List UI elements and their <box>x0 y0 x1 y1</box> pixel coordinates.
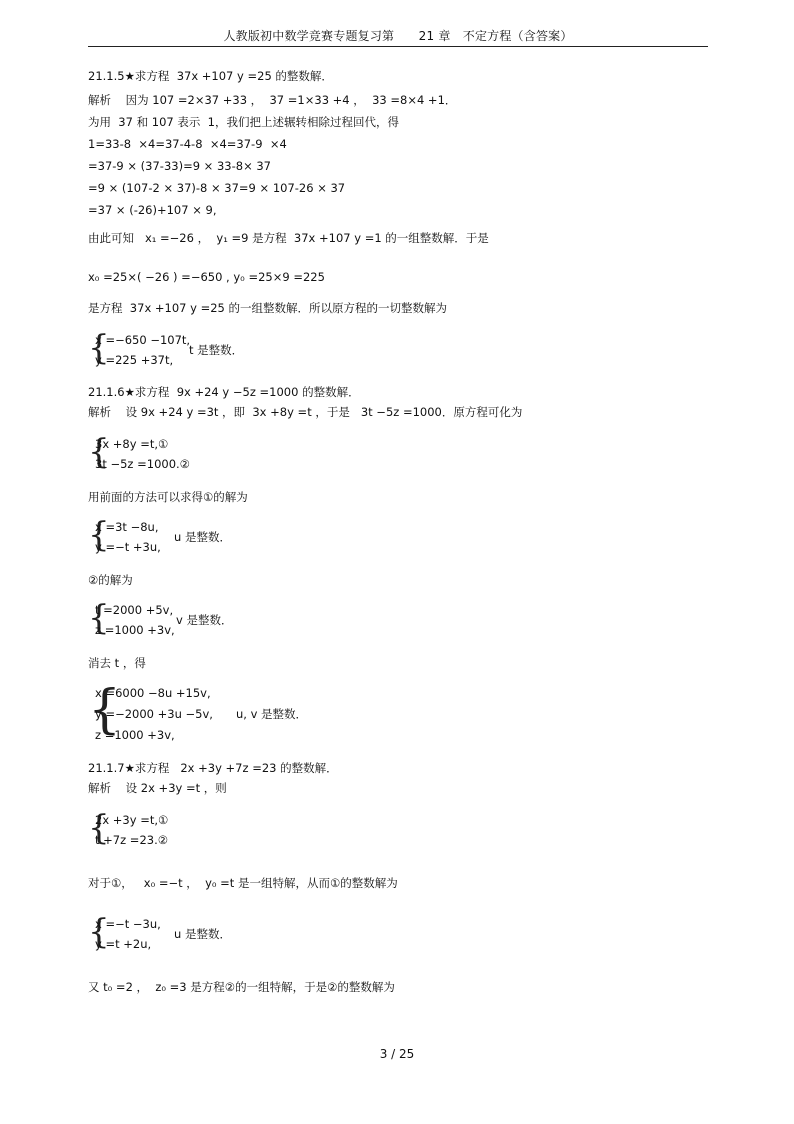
equation-condition: t 是整数． <box>189 343 244 357</box>
equation-row: z =1000 +3v, <box>95 728 175 742</box>
analysis-line: 解析 设 9x +24 y =3t ，即 3x +8y =t ，于是 3t −5z =1000．原方程可化为 <box>88 405 523 419</box>
text-line: 为用 37 和 107 表示 1，我们把上述辗转相除过程回代，得 <box>88 115 399 129</box>
text-line: 是方程 37x +107 y =25 的一组整数解．所以原方程的一切整数解为 <box>88 301 448 315</box>
text-line: 对于①， x₀ =−t ， y₀ =t 是一组特解，从而①的整数解为 <box>88 876 398 890</box>
equation-row: 3x +8y =t,① <box>95 437 169 451</box>
brace-symbol: { <box>88 515 110 555</box>
page-number: 3 / 25 <box>379 1047 415 1061</box>
problem-heading: 21.1.5★求方程 37x +107 y =25 的整数解． <box>88 69 333 83</box>
math-line: =37-9 × (37-33)=9 × 33-8× 37 <box>88 159 271 173</box>
text-line: 由此可知 x₁ =−26 ， y₁ =9 是方程 37x +107 y =1 的一组整数解．于是 <box>88 231 489 245</box>
text-line: ②的解为 <box>88 573 133 587</box>
math-line: x₀ =25×( −26 ) =−650 , y₀ =25×9 =225 <box>88 270 325 284</box>
equation-row: y =t +2u, <box>95 937 152 951</box>
equation-row: y =−2000 +3u −5v, <box>95 707 213 721</box>
math-line: =9 × (107-2 × 37)-8 × 37=9 × 107-26 × 37 <box>88 181 346 195</box>
analysis-line: 解析 因为 107 =2×37 +33 ， 37 =1×33 +4 ， 33 =8×4 +1． <box>88 93 457 107</box>
equation-row: x =−t −3u, <box>95 917 161 931</box>
text-line: 用前面的方法可以求得①的解为 <box>88 490 248 504</box>
header-divider <box>88 46 708 47</box>
equation-row: x =3t −8u, <box>95 520 159 534</box>
equation-row: y =−t +3u, <box>95 540 161 554</box>
equation-condition: u 是整数． <box>174 530 231 544</box>
equation-row: 3t −5z =1000.② <box>95 457 190 471</box>
brace-symbol: { <box>88 328 110 368</box>
equation-row: z =1000 +3v, <box>95 623 175 637</box>
equation-row: x =6000 −8u +15v, <box>95 686 211 700</box>
analysis-line: 解析 设 2x +3y =t ，则 <box>88 781 227 795</box>
brace-symbol: { <box>88 808 110 848</box>
equation-row: t =2000 +5v, <box>95 603 174 617</box>
brace-symbol: { <box>88 598 110 638</box>
problem-heading: 21.1.7★求方程 2x +3y +7z =23 的整数解． <box>88 761 338 775</box>
problem-heading: 21.1.6★求方程 9x +24 y −5z =1000 的整数解． <box>88 385 360 399</box>
equation-condition: u 是整数． <box>174 927 231 941</box>
math-line: =37 × (-26)+107 × 9, <box>88 203 217 217</box>
equation-row: x =−650 −107t, <box>95 333 191 347</box>
text-line: 消去 t ，得 <box>88 656 146 670</box>
brace-symbol: { <box>88 912 110 952</box>
equation-row: y =225 +37t, <box>95 353 174 367</box>
text-line: 又 t₀ =2 ， z₀ =3 是方程②的一组特解，于是②的整数解为 <box>88 980 395 994</box>
equation-condition: u, v 是整数． <box>236 707 308 721</box>
header-title: 人教版初中数学竞赛专题复习第 21 章 不定方程（含答案） <box>223 29 573 43</box>
equation-row: 2x +3y =t,① <box>95 813 169 827</box>
brace-symbol: { <box>88 680 122 740</box>
brace-symbol: { <box>88 432 110 472</box>
math-line: 1=33-8 ×4=37-4-8 ×4=37-9 ×4 <box>88 137 287 151</box>
equation-condition: v 是整数． <box>176 613 233 627</box>
equation-row: t +7z =23.② <box>95 833 169 847</box>
